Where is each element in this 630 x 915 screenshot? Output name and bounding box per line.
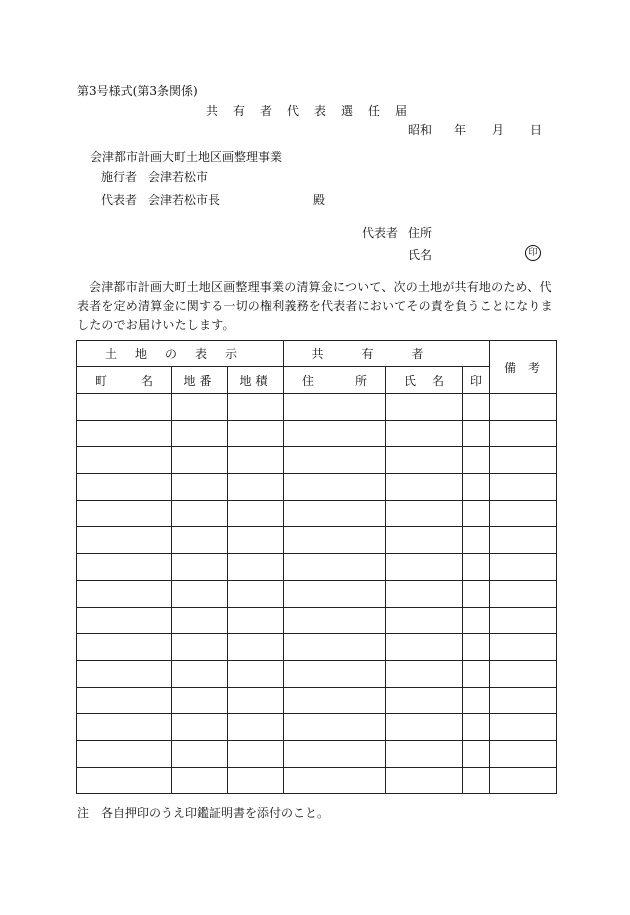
cell-seal[interactable]	[463, 394, 490, 421]
header-area: 地積	[228, 367, 284, 394]
cell-seal[interactable]	[463, 767, 490, 794]
cell-seal[interactable]	[463, 634, 490, 661]
header-name: 氏 名	[386, 367, 463, 394]
cell-remarks[interactable]	[490, 607, 557, 634]
cell-name[interactable]	[386, 740, 463, 767]
header-land-display: 土地の表示	[77, 341, 284, 367]
cell-remarks[interactable]	[490, 660, 557, 687]
date-day: 日	[530, 123, 543, 137]
cell-seal[interactable]	[463, 500, 490, 527]
cell-seal[interactable]	[463, 420, 490, 447]
cell-remarks[interactable]	[490, 740, 557, 767]
cell-seal[interactable]	[463, 660, 490, 687]
cell-address[interactable]	[284, 580, 386, 607]
applicant-role: 代表者	[362, 226, 399, 240]
header-lot-number: 地番	[172, 367, 228, 394]
footnote: 注 各自押印のうえ印鑑証明書を添付のこと。	[77, 806, 330, 820]
cell-town[interactable]	[77, 447, 172, 474]
cell-town[interactable]	[77, 474, 172, 501]
table-row	[77, 527, 557, 554]
document-title: 共有者代表選任届	[206, 104, 423, 118]
cell-lot-number[interactable]	[172, 527, 228, 554]
representative-label: 代表者	[101, 193, 138, 207]
cell-area[interactable]	[228, 660, 284, 687]
cell-name[interactable]	[386, 714, 463, 741]
form-number: 第3号様式(第3条関係)	[77, 84, 198, 98]
cell-area[interactable]	[228, 500, 284, 527]
cell-lot-number[interactable]	[172, 740, 228, 767]
cell-remarks[interactable]	[490, 394, 557, 421]
cell-remarks[interactable]	[490, 687, 557, 714]
cell-address[interactable]	[284, 394, 386, 421]
cell-lot-number[interactable]	[172, 447, 228, 474]
cell-lot-number[interactable]	[172, 607, 228, 634]
cell-seal[interactable]	[463, 714, 490, 741]
table-row	[77, 714, 557, 741]
cell-town[interactable]	[77, 554, 172, 581]
cell-area[interactable]	[228, 634, 284, 661]
cell-address[interactable]	[284, 447, 386, 474]
cell-town[interactable]	[77, 714, 172, 741]
cell-seal[interactable]	[463, 580, 490, 607]
cell-address[interactable]	[284, 474, 386, 501]
cell-name[interactable]	[386, 660, 463, 687]
cell-address[interactable]	[284, 687, 386, 714]
table-row	[77, 767, 557, 794]
cell-seal[interactable]	[463, 527, 490, 554]
cell-area[interactable]	[228, 580, 284, 607]
cell-lot-number[interactable]	[172, 394, 228, 421]
cell-town[interactable]	[77, 580, 172, 607]
cell-name[interactable]	[386, 607, 463, 634]
cell-town[interactable]	[77, 394, 172, 421]
cell-lot-number[interactable]	[172, 767, 228, 794]
applicant-name-label: 氏名	[408, 248, 433, 262]
applicant-address-label: 住所	[408, 226, 433, 240]
cell-address[interactable]	[284, 500, 386, 527]
cell-area[interactable]	[228, 474, 284, 501]
cell-remarks[interactable]	[490, 447, 557, 474]
cell-seal[interactable]	[463, 447, 490, 474]
cell-lot-number[interactable]	[172, 660, 228, 687]
cell-area[interactable]	[228, 714, 284, 741]
table-row	[77, 554, 557, 581]
header-remarks: 備考	[490, 341, 557, 394]
cell-area[interactable]	[228, 607, 284, 634]
cell-remarks[interactable]	[490, 420, 557, 447]
table-body	[77, 394, 557, 794]
cell-area[interactable]	[228, 687, 284, 714]
table-row	[77, 580, 557, 607]
cell-seal[interactable]	[463, 554, 490, 581]
cell-lot-number[interactable]	[172, 554, 228, 581]
header-seal: 印	[463, 367, 490, 394]
cell-name[interactable]	[386, 447, 463, 474]
cell-name[interactable]	[386, 634, 463, 661]
cell-remarks[interactable]	[490, 767, 557, 794]
cell-name[interactable]	[386, 767, 463, 794]
cell-address[interactable]	[284, 634, 386, 661]
table-row	[77, 420, 557, 447]
cell-remarks[interactable]	[490, 474, 557, 501]
date-month: 月	[492, 123, 505, 137]
cell-address[interactable]	[284, 740, 386, 767]
cell-town[interactable]	[77, 687, 172, 714]
cell-name[interactable]	[386, 500, 463, 527]
cell-lot-number[interactable]	[172, 500, 228, 527]
cell-name[interactable]	[386, 420, 463, 447]
cell-area[interactable]	[228, 767, 284, 794]
table-row	[77, 474, 557, 501]
executor-label: 施行者	[101, 170, 138, 184]
header-co-owners: 共有者	[284, 341, 490, 367]
header-town: 町 名	[77, 367, 172, 394]
cell-area[interactable]	[228, 554, 284, 581]
project-name: 会津都市計画大町土地区画整理事業	[90, 150, 283, 164]
cell-town[interactable]	[77, 740, 172, 767]
cell-address[interactable]	[284, 660, 386, 687]
cell-lot-number[interactable]	[172, 580, 228, 607]
cell-seal[interactable]	[463, 474, 490, 501]
cell-seal[interactable]	[463, 740, 490, 767]
representative-value: 会津若松市長	[148, 193, 221, 207]
cell-town[interactable]	[77, 607, 172, 634]
cell-name[interactable]	[386, 580, 463, 607]
cell-town[interactable]	[77, 634, 172, 661]
table-row	[77, 634, 557, 661]
cell-town[interactable]	[77, 420, 172, 447]
cell-remarks[interactable]	[490, 714, 557, 741]
cell-address[interactable]	[284, 527, 386, 554]
cell-lot-number[interactable]	[172, 687, 228, 714]
cell-name[interactable]	[386, 554, 463, 581]
cell-lot-number[interactable]	[172, 714, 228, 741]
date-era: 昭和	[408, 123, 433, 137]
cell-town[interactable]	[77, 500, 172, 527]
cell-area[interactable]	[228, 527, 284, 554]
cell-lot-number[interactable]	[172, 474, 228, 501]
cell-address[interactable]	[284, 714, 386, 741]
cell-lot-number[interactable]	[172, 420, 228, 447]
cell-name[interactable]	[386, 527, 463, 554]
cell-address[interactable]	[284, 607, 386, 634]
cell-remarks[interactable]	[490, 500, 557, 527]
cell-address[interactable]	[284, 420, 386, 447]
cell-remarks[interactable]	[490, 634, 557, 661]
registration-table	[76, 340, 557, 794]
cell-seal[interactable]	[463, 607, 490, 634]
cell-area[interactable]	[228, 447, 284, 474]
table-row	[77, 660, 557, 687]
cell-area[interactable]	[228, 394, 284, 421]
honorific: 殿	[313, 193, 326, 207]
cell-town[interactable]	[77, 660, 172, 687]
cell-area[interactable]	[228, 420, 284, 447]
cell-address[interactable]	[284, 554, 386, 581]
cell-remarks[interactable]	[490, 527, 557, 554]
cell-name[interactable]	[386, 474, 463, 501]
table-row	[77, 500, 557, 527]
cell-town[interactable]	[77, 767, 172, 794]
cell-seal[interactable]	[463, 687, 490, 714]
cell-town[interactable]	[77, 527, 172, 554]
cell-area[interactable]	[228, 740, 284, 767]
body-paragraph: 会津都市計画大町土地区画整理事業の清算金について、次の土地が共有地のため、代表者を定め清算金に関する一切の権利義務を代表者においてその責を負うことになりましたのでお届けいたします。	[77, 280, 553, 332]
table-row	[77, 394, 557, 421]
table-row	[77, 687, 557, 714]
cell-name[interactable]	[386, 394, 463, 421]
table-row	[77, 740, 557, 767]
cell-remarks[interactable]	[490, 554, 557, 581]
cell-remarks[interactable]	[490, 580, 557, 607]
seal-mark-icon: 印	[525, 245, 541, 261]
table-row	[77, 447, 557, 474]
cell-address[interactable]	[284, 767, 386, 794]
cell-lot-number[interactable]	[172, 634, 228, 661]
date-year: 年	[454, 123, 467, 137]
table-row	[77, 607, 557, 634]
header-address: 住 所	[284, 367, 386, 394]
cell-name[interactable]	[386, 687, 463, 714]
executor-value: 会津若松市	[148, 170, 209, 184]
